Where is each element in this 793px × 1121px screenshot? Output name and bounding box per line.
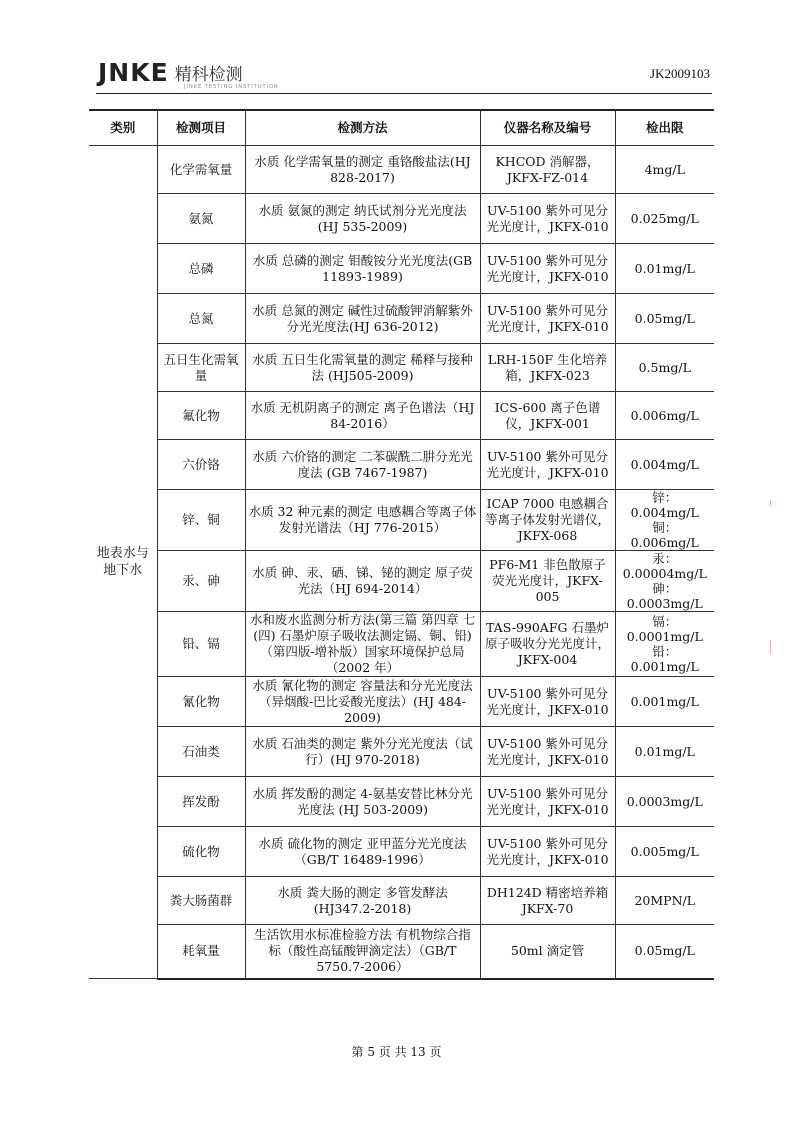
method-cell: 水质 氨氮的测定 纳氏试剂分光光度法(HJ 535-2009) [245, 194, 480, 244]
method-cell: 水质 粪大肠的测定 多管发酵法 (HJ347.2-2018) [245, 877, 480, 925]
item-cell: 粪大肠菌群 [157, 877, 245, 925]
item-cell: 总磷 [157, 244, 245, 294]
instrument-cell: UV-5100 紫外可见分光光度计，JKFX-010 [480, 244, 615, 294]
limit-line: 0.0001mg/L [626, 629, 703, 644]
limit-cell [615, 551, 714, 612]
method-cell: 水质 无机阴离子的测定 离子色谱法（HJ 84-2016） [245, 392, 480, 440]
instrument-cell: UV-5100 紫外可见分光光度计，JKFX-010 [480, 194, 615, 244]
method-cell: 水质 32 种元素的测定 电感耦合等离子体发射光谱法（HJ 776-2015） [245, 490, 480, 551]
method-cell: 水质 化学需氧量的测定 重铬酸盐法(HJ 828-2017) [245, 146, 480, 194]
limit-cell: 0.004mg/L [615, 440, 714, 490]
instrument-cell: UV-5100 紫外可见分光光度计，JKFX-010 [480, 677, 615, 727]
item-cell: 硫化物 [157, 827, 245, 877]
limit-cell: 0.025mg/L [615, 194, 714, 244]
table-row [89, 392, 714, 440]
limit-cell [615, 490, 714, 551]
instrument-cell: UV-5100 紫外可见分光光度计，JKFX-010 [480, 827, 615, 877]
logo-chinese-name: 精科检测 [174, 65, 243, 85]
table-row [89, 677, 714, 727]
limit-line: 0.00004mg/L [622, 566, 707, 581]
instrument-cell: ICS-600 离子色谱仪，JKFX-001 [480, 392, 615, 440]
item-cell: 锌、铜 [157, 490, 245, 551]
table-row [89, 777, 714, 827]
method-cell: 水质 总磷的测定 钼酸铵分光光度法(GB 11893-1989) [245, 244, 480, 294]
table-row [89, 146, 714, 194]
item-cell: 挥发酚 [157, 777, 245, 827]
limit-line: 镉： [652, 614, 678, 629]
method-cell: 水质 砷、汞、硒、锑、铋的测定 原子荧光法（HJ 694-2014） [245, 551, 480, 612]
col-header-limit: 检出限 [615, 110, 714, 146]
method-cell: 水质 六价铬的测定 二苯碳酰二肼分光光度法 (GB 7467-1987) [245, 440, 480, 490]
instrument-cell: UV-5100 紫外可见分光光度计，JKFX-010 [480, 294, 615, 344]
instrument-cell: UV-5100 紫外可见分光光度计，JKFX-010 [480, 727, 615, 777]
item-cell: 氨氮 [157, 194, 245, 244]
method-cell: 水质 挥发酚的测定 4-氨基安替比林分光光度法 (HJ 503-2009) [245, 777, 480, 827]
method-cell: 水质 五日生化需氧量的测定 稀释与接种法 (HJ505-2009) [245, 344, 480, 392]
instrument-cell: PF6-M1 非色散原子荧光光度计，JKFX-005 [480, 551, 615, 612]
limit-cell: 0.0003mg/L [615, 777, 714, 827]
page-number: 第 5 页 共 13 页 [351, 1045, 442, 1059]
table-row [89, 877, 714, 925]
table-header-row [89, 110, 714, 146]
table-row [89, 551, 714, 612]
limit-line: 铜： [652, 520, 678, 535]
table-row [89, 490, 714, 551]
header-divider [96, 93, 712, 94]
document-number: JK2009103 [650, 66, 710, 81]
limit-line: 锌： [652, 490, 678, 505]
col-header-category: 类别 [89, 110, 157, 146]
logo-subtitle: JINKE TESTING INSTITUTION [184, 84, 279, 90]
logo-mark: JNKE [98, 58, 169, 87]
method-cell: 生活饮用水标准检验方法 有机物综合指标（酸性高锰酸钾滴定法）（GB/T 5750.7-2006） [245, 925, 480, 979]
limit-cell [615, 612, 714, 677]
item-cell: 汞、砷 [157, 551, 245, 612]
table-row [89, 440, 714, 490]
page-header [98, 60, 710, 90]
limit-line: 0.0003mg/L [626, 596, 703, 611]
limit-cell: 0.05mg/L [615, 925, 714, 979]
limit-cell: 0.01mg/L [615, 727, 714, 777]
instrument-cell: TAS-990AFG 石墨炉原子吸收分光光度计，JKFX-004 [480, 612, 615, 677]
item-cell: 氰化物 [157, 677, 245, 727]
item-cell: 石油类 [157, 727, 245, 777]
limit-cell: 20MPN/L [615, 877, 714, 925]
limit-line: 砷： [652, 581, 678, 596]
limit-cell: 0.001mg/L [615, 677, 714, 727]
instrument-cell: 50ml 滴定管 [480, 925, 615, 979]
limit-line: 0.004mg/L [630, 505, 699, 520]
instrument-cell: ICAP 7000 电感耦合等离子体发射光谱仪，JKFX-068 [480, 490, 615, 551]
detection-methods-table [89, 109, 714, 980]
item-cell: 耗氧量 [157, 925, 245, 979]
company-logo [98, 60, 243, 86]
table-row [89, 344, 714, 392]
col-header-item: 检测项目 [157, 110, 245, 146]
col-header-instrument: 仪器名称及编号 [480, 110, 615, 146]
method-cell: 水质 硫化物的测定 亚甲蓝分光光度法（GB/T 16489-1996） [245, 827, 480, 877]
item-cell: 铅、镉 [157, 612, 245, 677]
table-row [89, 727, 714, 777]
table-row [89, 827, 714, 877]
limit-cell: 0.006mg/L [615, 392, 714, 440]
scan-mark [770, 500, 771, 506]
table-row [89, 294, 714, 344]
table-row [89, 244, 714, 294]
col-header-method: 检测方法 [245, 110, 480, 146]
limit-line: 0.006mg/L [630, 535, 699, 550]
limit-cell: 0.05mg/L [615, 294, 714, 344]
item-cell: 化学需氧量 [157, 146, 245, 194]
limit-line: 0.001mg/L [630, 659, 699, 674]
table-row [89, 194, 714, 244]
instrument-cell: UV-5100 紫外可见分光光度计，JKFX-010 [480, 777, 615, 827]
method-cell: 水质 氰化物的测定 容量法和分光光度法（异烟酸-巴比妥酸光度法）(HJ 484-2009) [245, 677, 480, 727]
limit-cell: 0.5mg/L [615, 344, 714, 392]
method-cell: 水和废水监测分析方法(第三篇 第四章 七(四) 石墨炉原子吸收法测定镉、铜、铅)（第四版-增补版）国家环境保护总局（2002 年） [245, 612, 480, 677]
instrument-cell: KHCOD 消解器，JKFX-FZ-014 [480, 146, 615, 194]
item-cell: 氟化物 [157, 392, 245, 440]
table-row [89, 925, 714, 979]
scan-mark [770, 640, 771, 654]
limit-cell: 4mg/L [615, 146, 714, 194]
limit-line: 汞： [652, 551, 678, 566]
category-cell: 地表水与地下水 [89, 146, 157, 979]
item-cell: 六价铬 [157, 440, 245, 490]
table-row [89, 612, 714, 677]
method-cell: 水质 石油类的测定 紫外分光光度法（试行）(HJ 970-2018) [245, 727, 480, 777]
limit-line: 铅： [652, 644, 678, 659]
method-cell: 水质 总氮的测定 碱性过硫酸钾消解紫外分光光度法(HJ 636-2012) [245, 294, 480, 344]
instrument-cell: UV-5100 紫外可见分光光度计，JKFX-010 [480, 440, 615, 490]
limit-cell: 0.005mg/L [615, 827, 714, 877]
instrument-cell: LRH-150F 生化培养箱，JKFX-023 [480, 344, 615, 392]
limit-cell: 0.01mg/L [615, 244, 714, 294]
instrument-cell: DH124D 精密培养箱 JKFX-70 [480, 877, 615, 925]
item-cell: 总氮 [157, 294, 245, 344]
item-cell: 五日生化需氧量 [157, 344, 245, 392]
